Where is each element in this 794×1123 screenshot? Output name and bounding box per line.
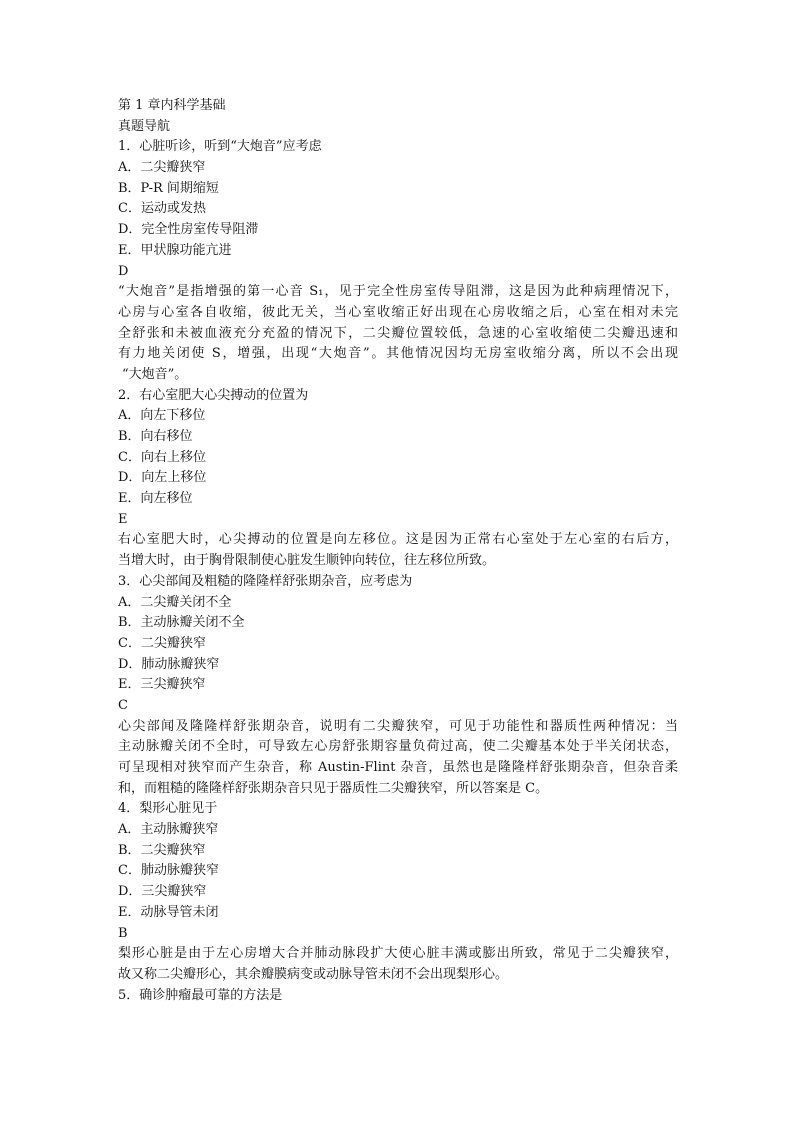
question-option: C．肺动脉瓣狭窄 — [118, 863, 219, 879]
question-option: C．向右上移位 — [118, 449, 206, 465]
question-stem: 1．心脏听诊，听到“大炮音”应考虑 — [118, 139, 322, 155]
explanation-line: 可呈现相对狭窄而产生杂音，称 Austin-Flint 杂音，虽然也是隆隆样舒张期杂音，但杂音柔 — [118, 760, 678, 775]
question-stem: 5．确诊肿瘤最可靠的方法是 — [118, 987, 283, 1003]
document-page — [118, 96, 678, 1006]
question-option: E．甲状腺功能亢进 — [118, 242, 232, 258]
chapter-title: 第 1 章内科学基础 — [118, 98, 226, 113]
question-option: A．主动脉瓣狭窄 — [118, 822, 219, 838]
question-answer: B — [118, 925, 128, 941]
question-option: D．肺动脉瓣狭窄 — [118, 656, 220, 672]
explanation-line: 主动脉瓣关闭不全时，可导致左心房舒张期容量负荷过高，使二尖瓣基本处于半关闭状态， — [118, 739, 678, 755]
question-option: E．向左移位 — [118, 491, 193, 507]
question-explanation — [118, 282, 678, 385]
explanation-line: 和，而粗糙的隆隆样舒张期杂音只见于器质性二尖瓣狭窄，所以答案是 C。 — [118, 780, 549, 796]
explanation-line: 故又称二尖瓣形心，其余瓣膜病变或动脉导管未闭不会出现梨形心。 — [118, 966, 509, 982]
explanation-line: 有力地关闭使 S，增强，出现“大炮音”。其他情况因均无房室收缩分离，所以不会出现 — [118, 346, 678, 362]
question-option: D．三尖瓣狭窄 — [118, 884, 207, 900]
question-answer: E — [118, 511, 128, 527]
explanation-line: “大炮音”是指增强的第一心音 S₁，见于完全性房室传导阻滞，这是因为此种病理情况下， — [118, 284, 678, 300]
question-option: E．三尖瓣狭窄 — [118, 677, 206, 693]
question-explanation — [118, 944, 678, 985]
explanation-line: 心房与心室各自收缩，彼此无关，当心室收缩正好出现在心房收缩之后，心室在相对未完 — [118, 304, 678, 320]
explanation-line: “大炮音”。 — [122, 366, 188, 382]
explanation-line: 右心室肥大时，心尖搏动的位置是向左移位。这是因为正常右心室处于左心室的右后方， — [118, 532, 678, 548]
question-stem: 3．心尖部闻及粗糙的隆隆样舒张期杂音，应考虑为 — [118, 573, 413, 589]
question-stem: 2．右心室肥大心尖搏动的位置为 — [118, 387, 309, 403]
question-stem: 4．梨形心脏见于 — [118, 801, 218, 817]
explanation-line: 心尖部闻及隆隆样舒张期杂音，说明有二尖瓣狭窄，可见于功能性和器质性两种情况：当 — [118, 718, 678, 734]
explanation-line: 当增大时，由于胸骨限制使心脏发生顺钟向转位，往左移位所致。 — [118, 553, 496, 569]
question-explanation — [118, 717, 678, 800]
question-option: E．动脉导管未闭 — [118, 904, 219, 920]
question-option: B．二尖瓣狭窄 — [118, 842, 206, 858]
question-answer: D — [118, 263, 129, 279]
question-answer: C — [118, 697, 128, 713]
explanation-line: 梨形心脏是由于左心房增大合并肺动脉段扩大使心脏丰满或膨出所致，常见于二尖瓣狭窄， — [118, 946, 678, 962]
section-title: 真题导航 — [118, 118, 171, 134]
question-option: D．完全性房室传导阻滞 — [118, 222, 259, 238]
question-option: C．二尖瓣狭窄 — [118, 635, 206, 651]
question-option: A．向左下移位 — [118, 408, 206, 424]
question-option: D．向左上移位 — [118, 470, 207, 486]
question-option: C．运动或发热 — [118, 201, 206, 217]
question-option: A．二尖瓣狭窄 — [118, 160, 206, 176]
question-option: A．二尖瓣关闭不全 — [118, 594, 232, 610]
question-explanation — [118, 530, 678, 571]
question-option: B．P-R 间期缩短 — [118, 180, 219, 196]
explanation-line: 全舒张和未被血液充分充盈的情况下，二尖瓣位置较低，急速的心室收缩使二尖瓣迅速和 — [118, 325, 678, 341]
question-option: B．主动脉瓣关闭不全 — [118, 615, 245, 631]
question-option: B．向右移位 — [118, 429, 193, 444]
